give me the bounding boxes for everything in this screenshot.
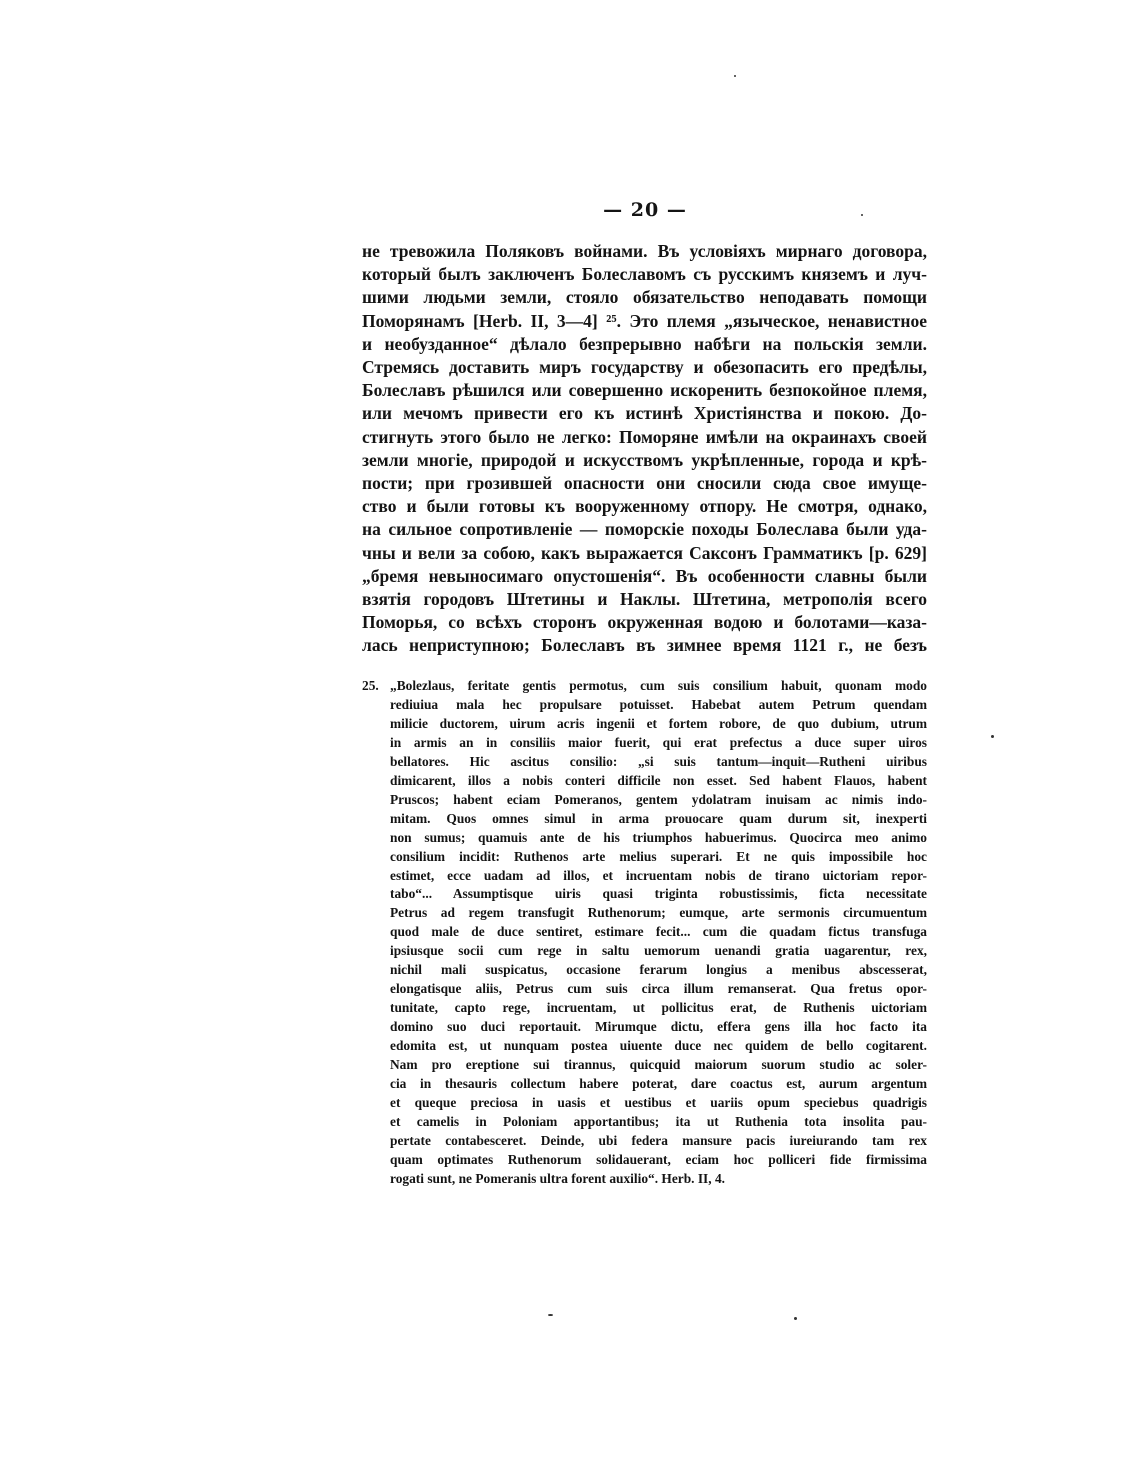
text-line: который былъ заключенъ Болеславомъ съ русскимъ княземъ и луч- [362,264,927,285]
text-line: pertate contabesceret. Deinde, ubi federa mansure pacis iureiurando tam rex [390,1132,927,1148]
text-line: „Bolezlaus, feritate gentis permotus, cum suis consilium habuit, quonam modo [390,678,927,693]
text-line: nichil mali suspicatus, occasione ferarum longius a menibus abscesserat, [390,962,927,978]
text-line: Стремясь доставить миръ государству и обезопасить его предѣлы, [362,357,927,378]
text-line: in armis an in consiliis maior fuerit, qui erat prefectus a duce super uiros [390,734,927,750]
text-line: Поморянамъ [Herb. II, 3—4] ²⁵. Это племя „языческое, ненавистное [362,310,927,331]
text-line: quam optimates Ruthenorum solidauerant, eciam hoc polliceri fide firmissima [390,1151,927,1167]
text-line: mitam. Quos omnes simul in arma prouocare quam durum sit, inexperti [390,810,927,826]
text-line: Поморья, со всѣхъ сторонъ окруженная водою и болотами—каза- [362,612,927,633]
text-line: Pruscos; habent eciam Pomeranos, gentem ydolatram inuisam ac nimis indo- [390,791,927,807]
text-line: estimet, ecce uadam ad illos, et incruentam nobis de tirano uictoriam repor- [390,867,927,883]
text-line: чны и вели за собою, какъ выражается Саксонъ Грамматикъ [p. 629] [362,542,927,563]
text-line: dimicarent, illos a nobis conteri difficile non esset. Sed habent Flauos, habent [390,772,927,788]
text-line: взятія городовъ Штетины и Наклы. Штетина, метрополія всего [362,589,927,610]
text-line: rogati sunt, ne Pomeranis ultra forent auxilio“. Herb. II, 4. [390,1170,726,1186]
footnote [362,677,927,1189]
text-line: et camelis in Poloniam apportantibus; ita ut Ruthenia tota insolita pau- [390,1113,927,1129]
text-line: non sumus; quamuis ante de his triumphos habuerimus. Quocirca meo animo [390,829,927,845]
text-line: земли многіе, природой и искусствомъ укрѣпленные, города и крѣ- [362,449,927,470]
text-line: или мечомъ привести его къ истинѣ Христіянства и покою. До- [362,403,927,424]
text-line: tunitate, capto rege, incruentam, ut pollicitus erat, de Ruthenis uictoriam [390,1000,927,1016]
text-line: quod male de duce sentiret, estimare fecit... cum die quadam fictus transfuga [390,924,927,940]
page-number: — 20 — [603,199,687,221]
text-line: ство и были готовы къ вооруженному отпору. Не смотря, однако, [362,496,927,517]
text-line: domino suo duci reportauit. Mirumque dictu, effera gens illa hoc facto ita [390,1019,927,1035]
text-line: стигнуть этого было не легко: Поморяне имѣли на окраинахъ своей [362,426,927,447]
text-line: cia in thesauris collectum habere poterat, dare coactus est, aurum argentum [390,1076,927,1092]
text-line: elongatisque aliis, Petrus cum suis circa illum remanserat. Qua fretus opor- [390,981,927,997]
text-line: лась неприступною; Болеславъ въ зимнее время 1121 г., не безъ [362,635,927,656]
text-line: ipsiusque socii cum rege in saltu uemorum uenandi gratia uagarentur, rex, [390,943,927,959]
text-line: Petrus ad regem transfugit Ruthenorum; eumque, arte sermonis circumuentum [390,905,927,921]
text-line: пости; при грозившей опасности они сносили сюда свое имуще- [362,473,927,494]
text-line: Nam pro ereptione sui tirannus, quicquid maiorum suorum studio ac soler- [390,1057,927,1073]
footnote-body [390,677,927,1189]
text-line: tabo“... Assumptisque uiris quasi triginta robustissimis, ficta necessitate [390,886,927,902]
footnote-marker: 25. [362,678,379,693]
text-line: consilium incidit: Ruthenos arte melius superari. Et ne quis impossibile hoc [390,848,927,864]
text-line: Болеславъ рѣшился или совершенно искоренить безпокойное племя, [362,380,927,401]
text-line: milicie ductorem, uirum acris ingenii et fortem robore, de quo dubium, utrum [390,715,927,731]
scan-speck [548,1314,553,1316]
text-line: и необузданное“ дѣлало безпрерывно набѣги на польскія земли. [362,333,927,354]
text-line: „бремя невыносимаго опустошенія“. Въ особенности славны были [362,565,927,586]
text-line: шими людьми земли, стояло обязательство неподавать помощи [362,287,927,308]
main-text [362,240,927,658]
text-line: на сильное сопротивленіе — поморскіе походы Болеслава были уда- [362,519,927,540]
scan-speck [734,75,736,77]
scan-speck [861,214,863,216]
scan-speck [794,1317,797,1320]
text-line: edomita est, ut nunquam postea uiuente duce nec quidem de bello cogitarent. [390,1038,927,1054]
text-line: bellatores. Hic ascitus consilio: „si suis tantum—inquit—Rutheni uiribus [390,753,927,769]
text-line: et queque preciosa in uasis et uestibus et uariis opum speciebus quadrigis [390,1094,927,1110]
text-line: не тревожила Поляковъ войнами. Въ условіяхъ мирнаго договора, [362,241,927,261]
text-line: rediuiua mala hec propulsare potuisset. Habebat autem Petrum quendam [390,696,927,712]
scan-speck [991,735,994,738]
